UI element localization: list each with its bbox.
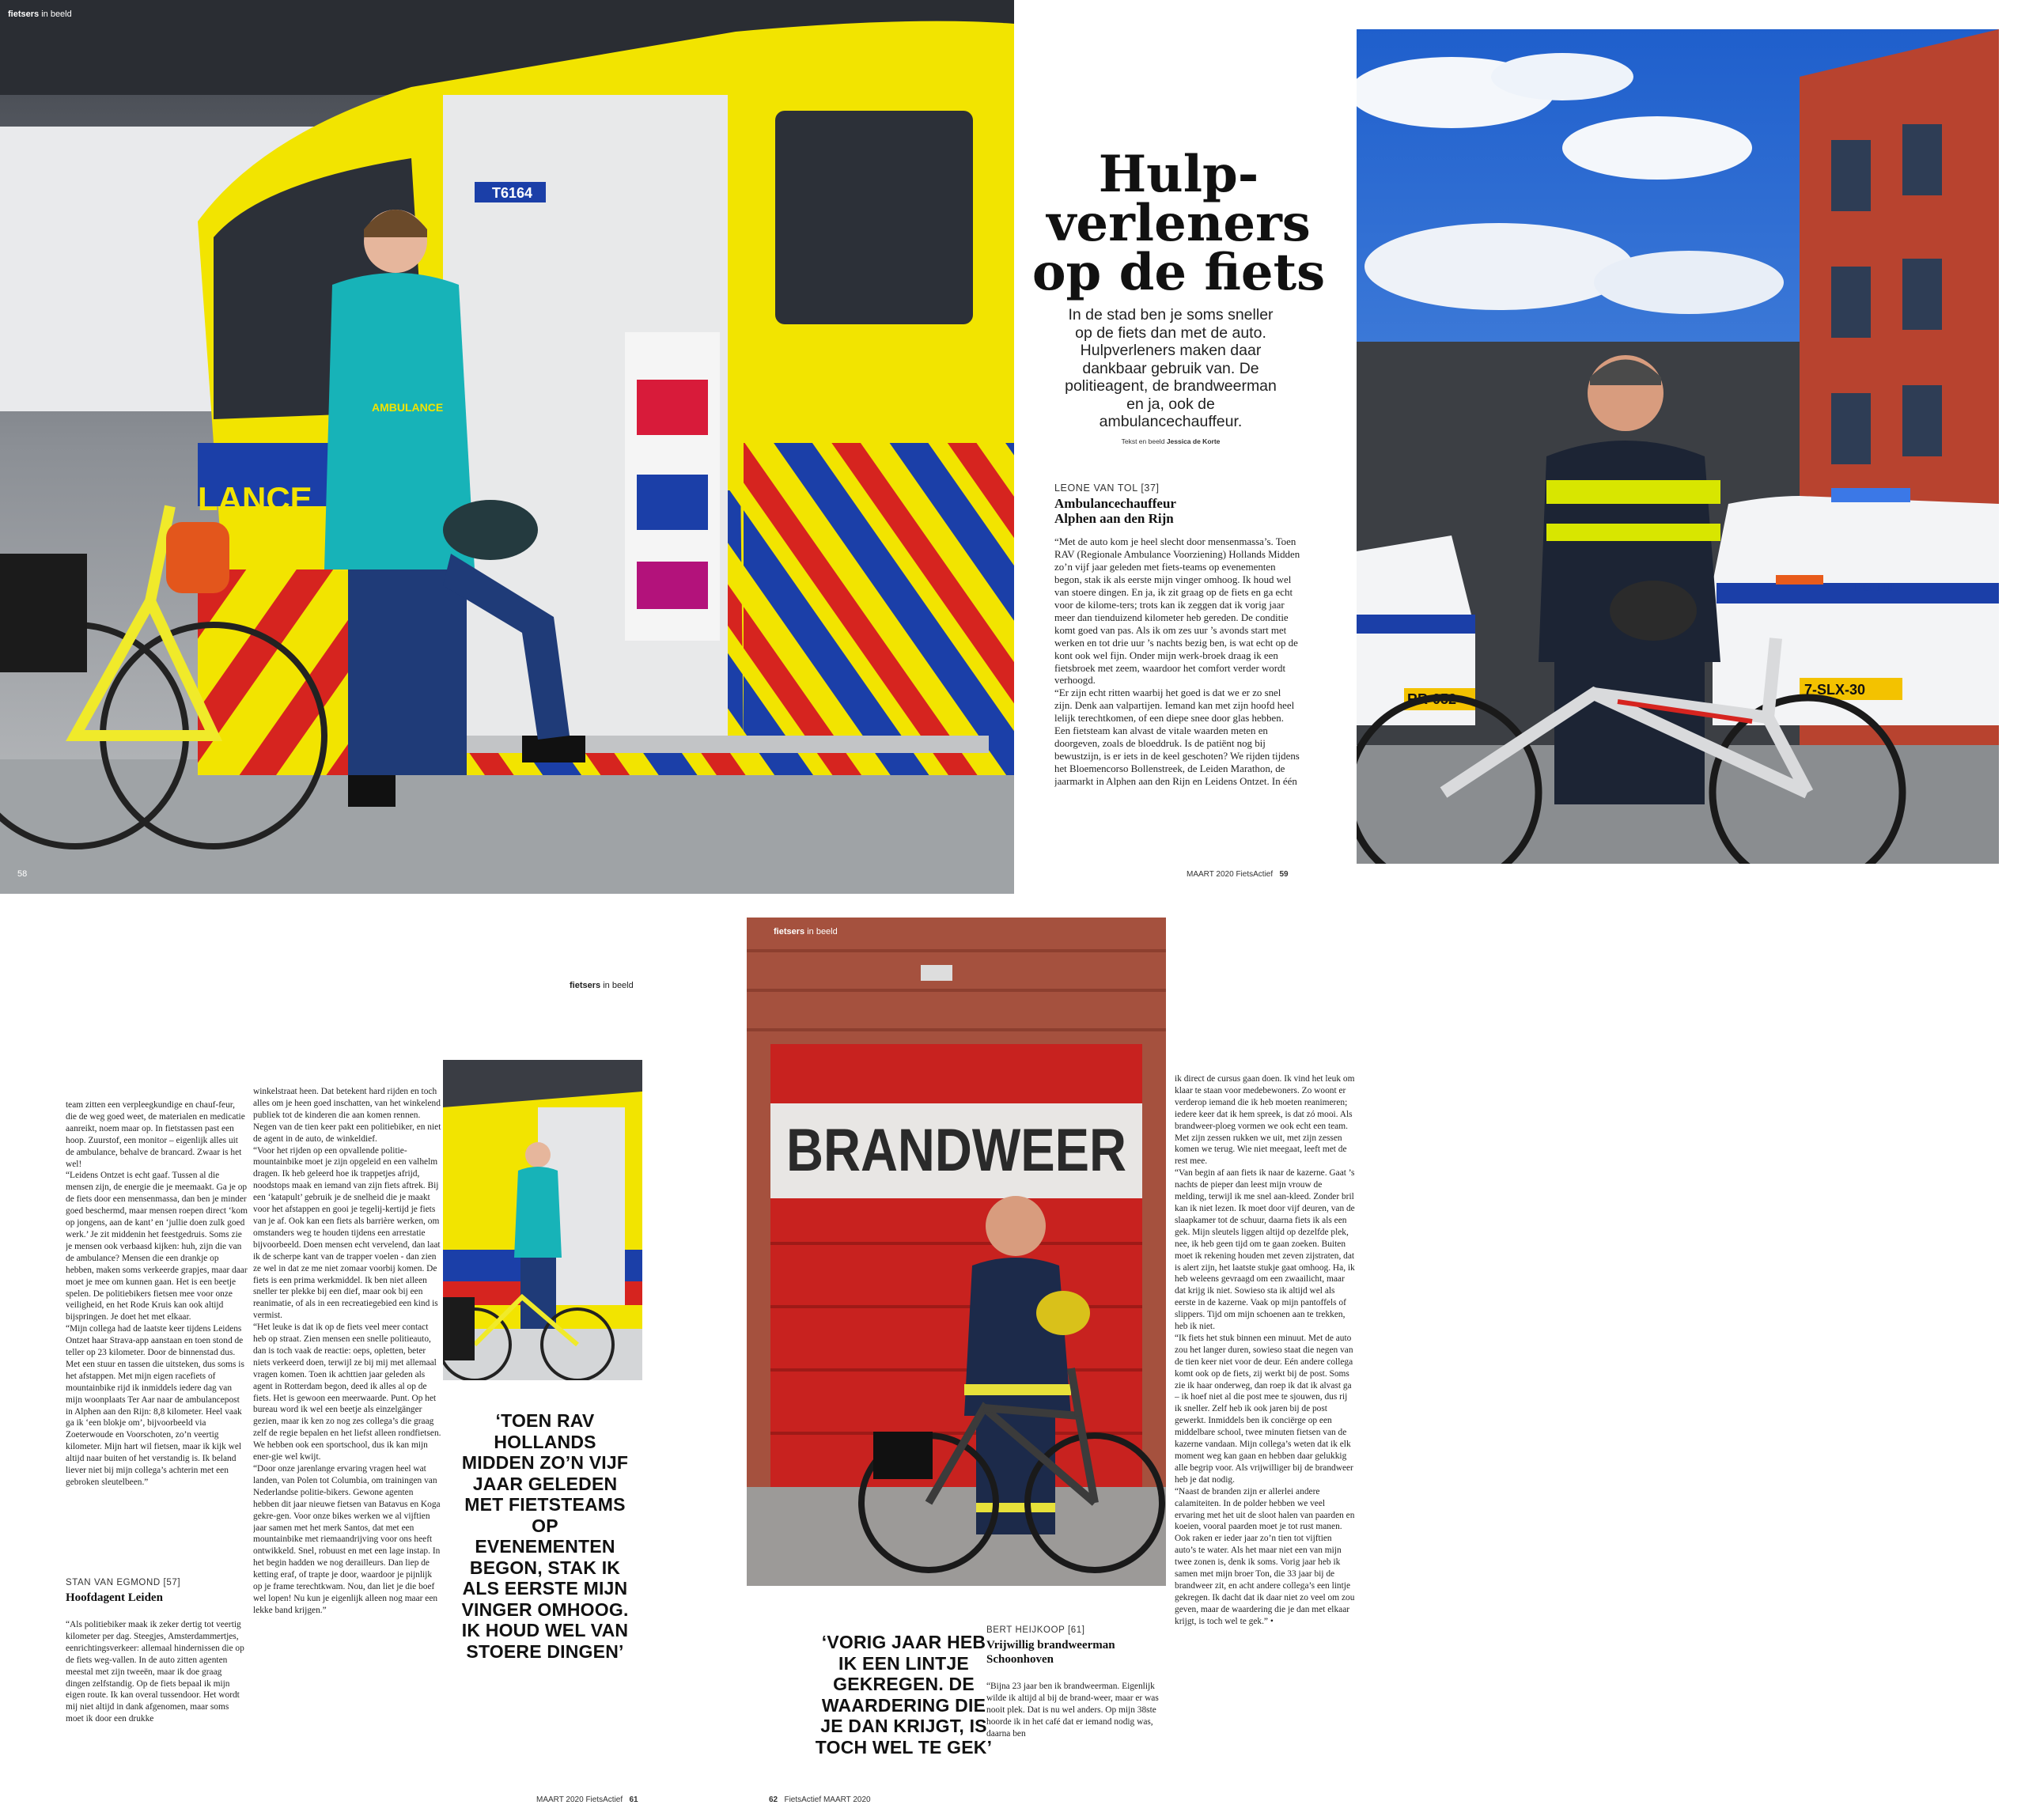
kicker-strong: fietsers (774, 927, 805, 936)
folio-62 (769, 1795, 871, 1804)
folio-month: MAART 2020 (823, 1795, 871, 1804)
credit-line (1060, 437, 1281, 445)
kicker-rest: in beeld (807, 927, 838, 936)
folio-number: 62 (769, 1795, 778, 1804)
folio-magazine: FietsActief (585, 1795, 623, 1804)
credit-name: Jessica de Korte (1166, 437, 1221, 445)
pullquote-2: ‘VORIG JAAR HEB IK EEN LINTJE GEKREGEN. DE WAARDERING DIE JE DAN KRIJGT, IS TOCH WEL TE GEK’ (815, 1632, 993, 1758)
body-col2: winkelstraat heen. Dat betekent hard rijden en toch alles om je heen goed inschatten, van het winkelend publiek tot de kinderen die aan komen rennen. Negen van de tien keer pakt een politiebiker, en niet de agent in de auto, de winkeldief. “Voor het rijden op een opvallende politie-mountainbike moet je zijn opgeleid en een valhelm dragen. Ik heb geleerd hoe ik trappetjes afrijd, noodstops maak en iemand van zijn fiets aftrek. Bij een ‘katapult’ gebruik je de snelheid die je maakt voor het afstappen en gooi je tegelij-kertijd je fiets van je af. Ook kan een fiets als barrière werken, om omstanders weg te houden tijdens een arrestatie bijvoorbeeld. Doen mensen echt vervelend, dan laat ik de scherpe kant van de trapper voelen - dan zien ze wel in dat ze me niet zomaar voorbij komen. De fiets is een prima werkmiddel. Ik ben niet alleen sneller ter plekke bij een dief, maar ook bij een reanimatie, of als in een recreatiegebied een kind is vermist. “Het leuke is dat ik op de fiets veel meer contact heb op straat. Zien mensen een snelle politieauto, dan is toch vaak de reactie: oeps, opletten, beter niets verkeerd doen, terwijl ze bij mij met allemaal vragen komen. Toen ik achttien jaar geleden als agent in Rotterdam begon, deed ik alles al op de fiets. Het is gewoon een meerwaarde. Punt. Op het bureau word ik wel een beetje als einzelgänger gezien, maar ik ken zo nog zes collega’s die graag zelf de regie bepalen en het liefst alleen rondfietsen. We hebben ook een sportschool, dus ik kan mijn ener-gie wel kwijt. “Door onze jarenlange ervaring vragen heel wat landen, van Polen tot Columbia, om trainingen van Nederlandse politie-bikers. Gewone agenten hebben dit jaar nieuwe fietsen van Batavus en Koga gekre-gen. Voor onze bikes werken we al vijftien jaar samen met het merk Santos, dat met een mountainbike met riemaandrijving voor ons heeft ontwikkeld. Snel, robuust en met een lage instap. In het begin hadden we nog derailleurs. Dan liep de ketting eraf, of trapte je door, waardoor je pijnlijk op je frame terechtkwam. Nou, dan liet je die boef wel lopen! Nu kun je eigenlijk alleen nog maar een lekke band krijgen.” (253, 1087, 441, 1615)
folio-number: 59 (1279, 870, 1289, 879)
plate-left: RR-052 (1407, 691, 1457, 707)
credit-label: Tekst en beeld (1121, 437, 1165, 445)
body-col4: ik direct de cursus gaan doen. Ik vind het leuk om klaar te staan voor medebewoners. Zo woont er verderop iemand die ik heb moeten reanimeren; iedere keer dat ik hem spreek, is dat zó mooi. Als brandweer-ploeg vormen we ook echt een team. Met zijn zessen rukken we uit, met zijn zessen komen we terug. Wie niet meegaat, leeft met de rest mee. “Van begin af aan fiets ik naar de kazerne. Gaat ’s nachts de pieper dan leest mijn vrouw de melding, terwijl ik me snel aan-kleed. Zonder bril kan ik niet lezen. Ik moet door vijf deuren, van de slaapkamer tot de schuur, daarna fiets ik als een gek. Mijn sleutels liggen altijd op dezelfde plek, nee, ik heb geen tijd om te gaan zoeken. Buiten moet ik rekening houden met zeven zijstraten, dat is alert zijn, het laatste stukje gaat omhoog. Ha, ik heb weleens gevraagd om een zwaailicht, maar dat krijg ik niet. Sowieso sta ik altijd wel als eerste in de kazerne. Vaak op mijn pantoffels of slippers. Tijd om mijn schoenen aan te trekken, heb ik niet. “Ik fiets het stuk binnen een minuut. Met de auto zou het langer duren, sowieso staat die negen van de tien keer niet voor de deur. Eén andere collega komt ook op de fiets, zij werkt bij de post. Soms zie ik haar onderweg, dan roep ik dat ik alvast ga – ik hoef niet al die post mee te sjouwen, dus rij ik sneller. Zelf heb ik ook jaren bij de post gewerkt. Inmiddels ben ik conciërge op een middelbare school, twee minuten fietsen van de kazerne vandaan. Mijn collega’s weten dat ik elk moment weg kan gaan en hebben daar gelukkig alle begrip voor. Als vrijwilliger bij de brandweer heb je dat nodig. “Naast de branden zijn er allerlei andere calamiteiten. In de polder hebben we veel ervaring met het uit de sloot halen van paarden en koeien, vooral paarden moet je tot rust manen. Ook raken er ieder jaar zo’n tien tot vijftien auto’s te water. Als het maar niet een van mijn twee zonen is, denk ik soms. Vorig jaar heb ik samen met mijn broer Ton, die 33 jaar bij de brandweer zit, en acht andere collega’s een lintje gekregen. Ik dacht dat ik daar niet zo veel om zou geven, maar de waardering die je dan met elkaar krijgt, is toch wel te gek.” • (1175, 1074, 1355, 1626)
folio-59 (1187, 870, 1289, 879)
firefighter-photo-illustration (747, 918, 1166, 1586)
folio-58: 58 (17, 869, 28, 879)
pullquote-1: ‘TOEN RAV HOLLANDS MIDDEN ZO’N VIJF JAAR GELEDEN MET FIETSTEAMS OP EVENEMENTEN BEGON, STAK IK ALS EERSTE MIJN VINGER OMHOOG. IK HOUD WEL VAN STOERE DINGEN’ (461, 1410, 629, 1662)
article-intro: In de stad ben je soms sneller op de fiets dan met de auto. Hulpverleners maken daar dankbaar gebruik van. De politieagent, de brandweerman en ja, ook de ambulancechauffeur. (1065, 306, 1277, 430)
folio-magazine: FietsActief (1236, 870, 1274, 879)
ambulance-photo-illustration (0, 0, 1014, 894)
body-col1b: “Als politiebiker maak ik zeker dertig tot veertig kilometer per dag. Steegjes, Amsterdammertjes, eenrichtingsverkeer: allemaal hindernissen die op de fiets weg-vallen. In de auto zitten agenten meestal met zijn tweeën, maar ik doe graag dingen zelfstandig. Op de fiets bepaal ik mijn eigen route. Ik kan overal tussendoor. Het wordt mij niet altijd in dank afgenomen, maar soms moet ik door een drukke (66, 1620, 244, 1724)
fire-station-sign: BRANDWEER (786, 1117, 1126, 1184)
kicker-rest: in beeld (603, 981, 634, 990)
ambulance-vehicle-number: T6164 (492, 185, 533, 201)
ambulance-thumbnail-illustration (443, 1060, 642, 1380)
ambulance-photo (0, 0, 1014, 894)
person1-role: Ambulancechauffeur Alphen aan den Rijn (1054, 496, 1176, 526)
person1-body: “Met de auto kom je heel slecht door mensenmassa’s. Toen RAV (Regionale Ambulance Voorziening) Hollands Midden zo’n vijf jaar geleden met fiets-teams op evenementen begon, stak ik als eerste mijn vinger omhoog. Ik houd wel van stoere dingen. En ja, ik zit graag op de fiets en ga echt voor de kilome-ters; trots kan ik zeggen dat ik vorig jaar meer dan tienduizend kilometer heb gereden. De conditie komt goed van pas. Als ik om zes uur ’s avonds start met werken en tot drie uur ’s nachts bezig ben, is wat echt op de kont ook wel fijn. Onder mijn werk-broek draag ik een fietsbroek met zeem, waardoor het comfort verder wordt verhoogd. “Er zijn echt ritten waarbij het goed is dat we er zo snel zijn. Denk aan valpartijen. Iemand kan met zijn hoofd heel lelijk terechtkomen, of een diepe snee door glas hebben. Een fietsteam kan alvast de vitale waarden meten en doorgeven, zoals de bloeddruk. Is de patiënt nog bij bewustzijn, is er iets in de keel geschoten? We rijden tijdens het Bloemencorso Bollenstreek, de Leiden Marathon, de jaarmarkt in Alphen aan den Rijn en Leidens Ontzet. In één (1054, 536, 1300, 788)
kicker-62 (774, 927, 838, 936)
kicker-rest: in beeld (41, 9, 72, 19)
person2-name: STAN VAN EGMOND [57] (66, 1578, 181, 1587)
kicker-strong: fietsers (570, 981, 601, 990)
kicker-61 (570, 981, 634, 990)
article-title: Hulp- verleners op de fiets (1031, 145, 1326, 302)
person1-name: LEONE VAN TOL [37] (1054, 482, 1160, 494)
folio-month: MAART 2020 (536, 1795, 584, 1804)
folio-magazine: FietsActief (784, 1795, 822, 1804)
police-photo-illustration (1357, 29, 1999, 864)
firefighter-photo (747, 918, 1166, 1586)
police-car-text: POLITIE (1855, 581, 1898, 593)
folio-month: MAART 2020 (1187, 870, 1234, 879)
kicker-strong: fietsers (8, 9, 40, 19)
body-col3b: “Bijna 23 jaar ben ik brandweerman. Eigenlijk wilde ik altijd al bij de brand-weer, maar er was nooit plek. Dat is nu wel anders. Op mijn 38ste hoorde ik in het café dat er iemand nodig was, daarna ben (986, 1682, 1159, 1739)
person2-role: Hoofdagent Leiden (66, 1591, 163, 1604)
person3-role: Vrijwillig brandweerman Schoonhoven (986, 1639, 1115, 1666)
folio-61 (536, 1795, 638, 1804)
plate-right: 7-SLX-30 (1804, 682, 1866, 698)
jacket-text: AMBULANCE (372, 401, 444, 414)
ambulance-side-text: LANCE (198, 480, 312, 517)
body-col1: team zitten een verpleegkundige en chauf-feur, die de weg goed weet, de materialen en medicatie aanreikt, noem maar op. In fietstassen past een hoop. Zuurstof, een monitor – eigenlijk alles uit de ambulance, behalve de brancard. Zwaar is het wel! “Leidens Ontzet is echt gaaf. Tussen al die mensen zijn, de energie die je meemaakt. Ga je op de fiets door een mensenmassa, dan ben je minder goed beschermd, maar mensen roepen direct ‘kom op jongens, aan de kant’ en ‘jullie doen zulk goed werk.’ Je zit middenin het feestgedruis. Soms zie je mensen ook verbaasd kijken: huh, zijn die van de ambulance? Mensen die een drankje op hebben, maken soms verkeerde grapjes, maar daar moet je mee om kunnen gaan. Het is een beetje spelen. De politiebikers fietsen mee voor onze veiligheid, en het Rode Kruis kan ook altijd bijspringen. Je doet het met elkaar. “Mijn collega had de laatste keer tijdens Leidens Ontzet haar Strava-app aanstaan en toen stond de teller op 23 kilometer. Door de binnenstad dus. Met een stuur en tassen die uitsteken, dus soms is het afstappen. Met mijn eigen racefiets of mountainbike rijd ik inmiddels iedere dag van mijn woonplaats Ter Aar naar de ambulancepost in Alphen aan den Rijn: 8,8 kilometer. Heel vaak ga ik ‘een blokje om’, bijvoorbeeld via Zoeterwoude en Voorschoten, zo’n veertig kilometer. Mijn hart wil fietsen, maar ik kijk wel altijd naar buiten of het verstandig is. Ik beland liever niet bij mijn collega’s achterin met een gebroken sleutelbeen.” (66, 1100, 248, 1487)
ambulance-thumbnail (443, 1060, 642, 1380)
folio-number: 61 (629, 1795, 638, 1804)
kicker-58 (8, 9, 72, 19)
person3-name: BERT HEIJKOOP [61] (986, 1625, 1085, 1635)
police-photo (1357, 29, 1999, 864)
